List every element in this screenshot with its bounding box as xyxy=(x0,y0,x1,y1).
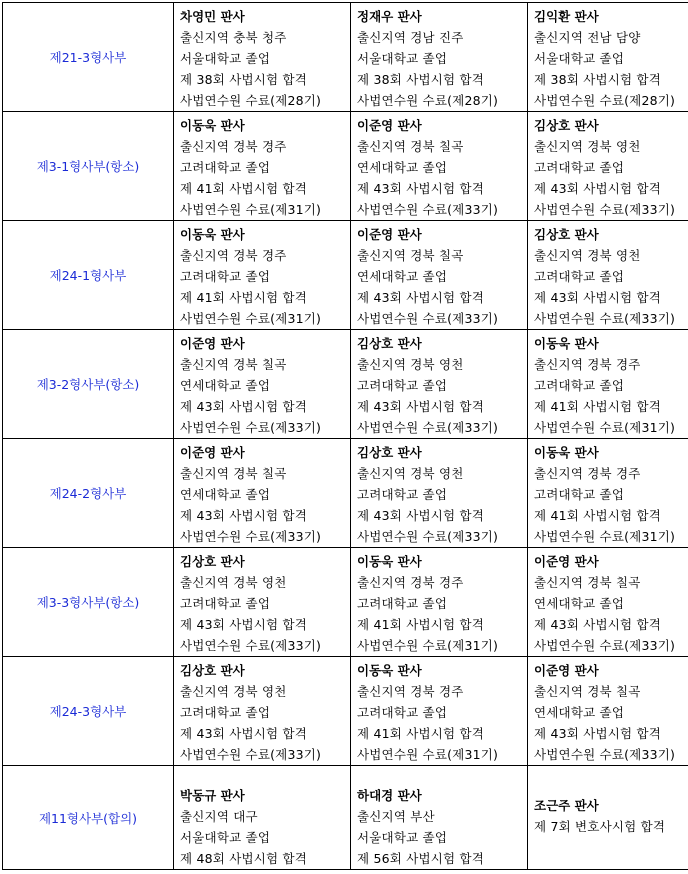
judge-detail-line: 제 38회 사법시험 합격 xyxy=(180,72,308,87)
judge-detail-line: 출신지역 경북 칠곡 xyxy=(357,248,464,263)
judge-detail-line: 제 43회 사법시험 합격 xyxy=(534,181,662,196)
judge-detail-line: 사법연수원 수료(제33기) xyxy=(357,311,499,326)
judge-cell xyxy=(174,3,351,112)
judge-cell xyxy=(351,221,528,330)
judge-detail-line: 고려대학교 졸업 xyxy=(357,487,448,502)
judge-name: 이준영 판사 xyxy=(357,227,422,242)
judge-detail-line: 사법연수원 수료(제28기) xyxy=(357,93,499,108)
judge-detail-line: 서울대학교 졸업 xyxy=(534,51,625,66)
judge-name: 이준영 판사 xyxy=(180,445,245,460)
judge-detail-line: 제 43회 사법시험 합격 xyxy=(534,726,662,741)
judge-detail-line: 제 43회 사법시험 합격 xyxy=(357,399,485,414)
judge-detail-line: 출신지역 충북 청주 xyxy=(180,30,287,45)
judge-detail-line: 사법연수원 수료(제33기) xyxy=(357,202,499,217)
judge-detail-line: 고려대학교 졸업 xyxy=(180,160,271,175)
judge-detail-line: 제 41회 사법시험 합격 xyxy=(180,181,308,196)
judge-detail-line: 연세대학교 졸업 xyxy=(534,705,625,720)
judge-name: 이동욱 판사 xyxy=(534,445,599,460)
judge-detail-line: 출신지역 경북 영천 xyxy=(357,466,464,481)
judge-cell xyxy=(528,548,688,657)
judge-name: 김익환 판사 xyxy=(534,9,599,24)
judge-detail-line: 제 43회 사법시험 합격 xyxy=(534,617,662,632)
judge-cell xyxy=(174,221,351,330)
judge-detail-line: 연세대학교 졸업 xyxy=(180,378,271,393)
judge-detail-line: 제 41회 사법시험 합격 xyxy=(534,399,662,414)
judge-name: 차영민 판사 xyxy=(180,9,245,24)
judge-detail-line: 제 41회 사법시험 합격 xyxy=(357,617,485,632)
judge-name: 이준영 판사 xyxy=(180,336,245,351)
judge-cell xyxy=(174,766,351,870)
table-row xyxy=(3,221,688,330)
judge-name: 이준영 판사 xyxy=(534,663,599,678)
judge-detail-line: 사법연수원 수료(제33기) xyxy=(180,529,322,544)
judge-name: 이동욱 판사 xyxy=(357,663,422,678)
judge-detail-line: 고려대학교 졸업 xyxy=(357,705,448,720)
judge-detail-line: 사법연수원 수료(제28기) xyxy=(180,93,322,108)
judge-detail-line: 연세대학교 졸업 xyxy=(357,160,448,175)
judge-detail-line: 제 56회 사법시험 합격 xyxy=(357,851,485,866)
judge-cell xyxy=(528,3,688,112)
judge-detail-line: 출신지역 경북 경주 xyxy=(180,139,287,154)
judge-name: 김상호 판사 xyxy=(534,118,599,133)
judge-assignment-table xyxy=(2,2,688,870)
judge-detail-line: 출신지역 경북 칠곡 xyxy=(357,139,464,154)
judge-detail-line: 고려대학교 졸업 xyxy=(180,705,271,720)
judge-detail-line: 사법연수원 수료(제33기) xyxy=(180,420,322,435)
judge-cell xyxy=(351,548,528,657)
judge-detail-line: 제 41회 사법시험 합격 xyxy=(180,290,308,305)
judge-detail-line: 출신지역 경북 영천 xyxy=(534,139,641,154)
judge-detail-line: 출신지역 대구 xyxy=(180,809,258,824)
division-name: 제24-3형사부 xyxy=(3,657,174,766)
judge-detail-line: 제 41회 사법시험 합격 xyxy=(534,508,662,523)
judge-detail-line: 고려대학교 졸업 xyxy=(534,160,625,175)
judge-cell xyxy=(174,439,351,548)
judge-detail-line: 출신지역 경북 경주 xyxy=(534,466,641,481)
judge-name: 조근주 판사 xyxy=(534,798,599,813)
judge-detail-line: 출신지역 경북 경주 xyxy=(534,357,641,372)
judge-detail-line: 연세대학교 졸업 xyxy=(180,487,271,502)
judge-detail-line: 고려대학교 졸업 xyxy=(357,378,448,393)
judge-detail-line: 제 43회 사법시험 합격 xyxy=(357,181,485,196)
judge-cell xyxy=(351,112,528,221)
judge-detail-line: 사법연수원 수료(제33기) xyxy=(357,420,499,435)
judge-detail-line: 제 43회 사법시험 합격 xyxy=(534,290,662,305)
division-name: 제24-2형사부 xyxy=(3,439,174,548)
table-row xyxy=(3,657,688,766)
judge-detail-line: 사법연수원 수료(제31기) xyxy=(534,529,676,544)
judge-detail-line: 출신지역 전남 담양 xyxy=(534,30,641,45)
judge-detail-line: 출신지역 경북 영천 xyxy=(180,684,287,699)
judge-detail-line: 출신지역 경북 칠곡 xyxy=(180,466,287,481)
judge-name: 정재우 판사 xyxy=(357,9,422,24)
judge-detail-line: 연세대학교 졸업 xyxy=(357,269,448,284)
judge-cell xyxy=(351,657,528,766)
judge-cell xyxy=(528,439,688,548)
judge-detail-line: 제 43회 사법시험 합격 xyxy=(357,508,485,523)
judge-detail-line: 제 43회 사법시험 합격 xyxy=(180,726,308,741)
judge-name: 하대경 판사 xyxy=(357,788,422,803)
judge-detail-line: 사법연수원 수료(제33기) xyxy=(534,747,676,762)
judge-detail-line: 출신지역 부산 xyxy=(357,809,435,824)
judge-detail-line: 고려대학교 졸업 xyxy=(534,269,625,284)
judge-detail-line: 서울대학교 졸업 xyxy=(357,830,448,845)
table-row xyxy=(3,548,688,657)
judge-detail-line: 출신지역 경북 경주 xyxy=(357,575,464,590)
judge-detail-line: 고려대학교 졸업 xyxy=(180,269,271,284)
judge-detail-line: 고려대학교 졸업 xyxy=(534,487,625,502)
judge-cell xyxy=(174,548,351,657)
judge-name: 이동욱 판사 xyxy=(357,554,422,569)
division-name: 제3-3형사부(항소) xyxy=(3,548,174,657)
judge-cell xyxy=(351,3,528,112)
judge-name: 김상호 판사 xyxy=(534,227,599,242)
judge-detail-line: 출신지역 경북 경주 xyxy=(180,248,287,263)
judge-detail-line: 사법연수원 수료(제28기) xyxy=(534,93,676,108)
judge-detail-line: 사법연수원 수료(제33기) xyxy=(534,638,676,653)
judge-cell xyxy=(528,330,688,439)
judge-detail-line: 출신지역 경북 칠곡 xyxy=(534,575,641,590)
judge-detail-line: 사법연수원 수료(제31기) xyxy=(534,420,676,435)
judge-detail-line: 출신지역 경남 진주 xyxy=(357,30,464,45)
division-name: 제11형사부(합의) xyxy=(3,766,174,870)
table-row xyxy=(3,112,688,221)
judge-cell xyxy=(351,439,528,548)
division-name: 제3-2형사부(항소) xyxy=(3,330,174,439)
judge-name: 이동욱 판사 xyxy=(180,118,245,133)
judge-detail-line: 사법연수원 수료(제33기) xyxy=(534,311,676,326)
judge-detail-line: 제 43회 사법시험 합격 xyxy=(180,617,308,632)
judge-cell xyxy=(351,330,528,439)
judge-detail-line: 사법연수원 수료(제33기) xyxy=(357,529,499,544)
judge-detail-line: 사법연수원 수료(제31기) xyxy=(180,202,322,217)
judge-detail-line: 사법연수원 수료(제33기) xyxy=(534,202,676,217)
judge-detail-line: 출신지역 경북 칠곡 xyxy=(180,357,287,372)
division-name: 제24-1형사부 xyxy=(3,221,174,330)
judge-name: 이동욱 판사 xyxy=(534,336,599,351)
judge-cell xyxy=(174,657,351,766)
judge-detail-line: 제 7회 변호사시험 합격 xyxy=(534,819,666,834)
judge-detail-line: 서울대학교 졸업 xyxy=(180,51,271,66)
table-row xyxy=(3,439,688,548)
judge-detail-line: 사법연수원 수료(제33기) xyxy=(180,638,322,653)
judge-name: 김상호 판사 xyxy=(180,663,245,678)
judge-detail-line: 고려대학교 졸업 xyxy=(534,378,625,393)
judge-detail-line: 고려대학교 졸업 xyxy=(180,596,271,611)
judge-name: 이동욱 판사 xyxy=(180,227,245,242)
judge-detail-line: 출신지역 경북 칠곡 xyxy=(534,684,641,699)
judge-cell xyxy=(174,112,351,221)
judge-cell xyxy=(174,330,351,439)
judge-detail-line: 제 48회 사법시험 합격 xyxy=(180,851,308,866)
judge-detail-line: 제 43회 사법시험 합격 xyxy=(180,399,308,414)
judge-name: 김상호 판사 xyxy=(357,445,422,460)
table-row xyxy=(3,766,688,870)
judge-detail-line: 제 43회 사법시험 합격 xyxy=(357,290,485,305)
judge-name: 박동규 판사 xyxy=(180,788,245,803)
table-row xyxy=(3,3,688,112)
judge-name: 김상호 판사 xyxy=(180,554,245,569)
judge-detail-line: 사법연수원 수료(제31기) xyxy=(180,311,322,326)
judge-cell xyxy=(528,221,688,330)
judge-detail-line: 고려대학교 졸업 xyxy=(357,596,448,611)
judge-detail-line: 제 41회 사법시험 합격 xyxy=(357,726,485,741)
judge-detail-line: 출신지역 경북 경주 xyxy=(357,684,464,699)
judge-detail-line: 제 43회 사법시험 합격 xyxy=(180,508,308,523)
judge-cell xyxy=(528,766,688,870)
judge-cell xyxy=(351,766,528,870)
division-name: 제3-1형사부(항소) xyxy=(3,112,174,221)
judge-detail-line: 사법연수원 수료(제33기) xyxy=(180,747,322,762)
judge-name: 이준영 판사 xyxy=(534,554,599,569)
judge-detail-line: 출신지역 경북 영천 xyxy=(357,357,464,372)
table-row xyxy=(3,330,688,439)
judge-detail-line: 제 38회 사법시험 합격 xyxy=(357,72,485,87)
judge-name: 이준영 판사 xyxy=(357,118,422,133)
judge-name: 김상호 판사 xyxy=(357,336,422,351)
judge-detail-line: 사법연수원 수료(제31기) xyxy=(357,638,499,653)
judge-detail-line: 서울대학교 졸업 xyxy=(357,51,448,66)
judge-detail-line: 출신지역 경북 영천 xyxy=(534,248,641,263)
judge-cell xyxy=(528,112,688,221)
judge-cell xyxy=(528,657,688,766)
judge-detail-line: 출신지역 경북 영천 xyxy=(180,575,287,590)
judge-detail-line: 제 38회 사법시험 합격 xyxy=(534,72,662,87)
judge-detail-line: 서울대학교 졸업 xyxy=(180,830,271,845)
division-name: 제21-3형사부 xyxy=(3,3,174,112)
judge-detail-line: 사법연수원 수료(제31기) xyxy=(357,747,499,762)
judge-detail-line: 연세대학교 졸업 xyxy=(534,596,625,611)
